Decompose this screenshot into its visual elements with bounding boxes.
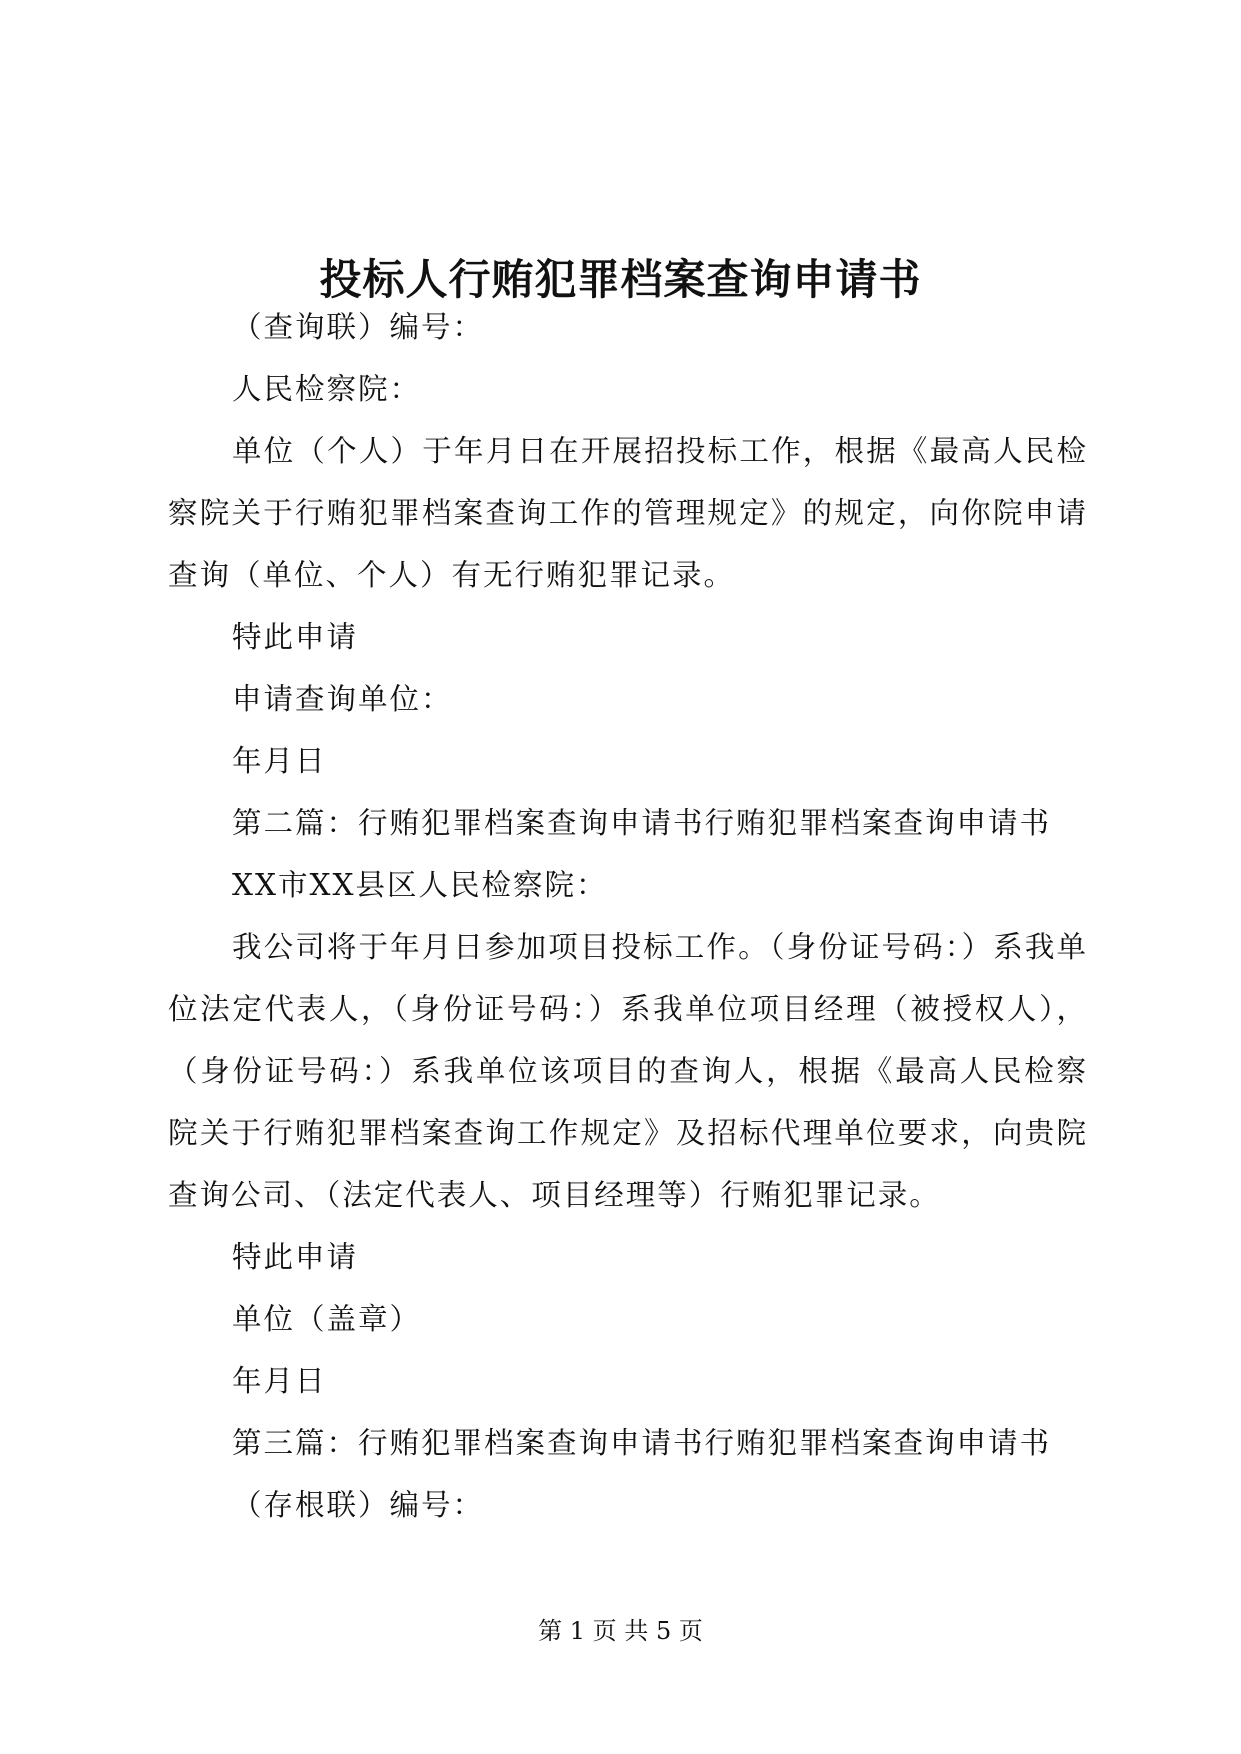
paragraph-applicant-unit: 申请查询单位： xyxy=(232,682,453,716)
page-footer: 第 1 页 共 5 页 xyxy=(538,1617,703,1645)
document-title: 投标人行贿犯罪档案查询申请书 xyxy=(319,255,922,305)
paragraph-addressee: 人民检察院： xyxy=(232,372,422,406)
paragraph-section-two-date: 年月日 xyxy=(232,1364,327,1398)
paragraph-closing: 特此申请 xyxy=(232,620,359,654)
paragraph-query-number: （查询联）编号： xyxy=(232,310,485,344)
paragraph-stub-number: （存根联）编号： xyxy=(232,1488,485,1522)
paragraph-section-two-addressee: XX市XX县区人民检察院： xyxy=(232,868,608,902)
paragraph-date: 年月日 xyxy=(232,744,327,778)
paragraph-section-two-closing: 特此申请 xyxy=(232,1240,359,1274)
paragraph-request-body: 单位（个人）于年月日在开展招投标工作，根据《最高人民检察院关于行贿犯罪档案查询工作的管理规定》的规定，向你院申请查询（单位、个人）有无行贿犯罪记录。 xyxy=(168,434,1088,592)
paragraph-section-two-seal: 单位（盖章） xyxy=(232,1302,422,1336)
paragraph-section-three-heading: 第三篇：行贿犯罪档案查询申请书行贿犯罪档案查询申请书 xyxy=(232,1426,1052,1460)
paragraph-section-two-heading: 第二篇：行贿犯罪档案查询申请书行贿犯罪档案查询申请书 xyxy=(232,806,1052,840)
paragraph-section-two-body: 我公司将于年月日参加项目投标工作。（身份证号码：）系我单位法定代表人，（身份证号码：）系我单位项目经理（被授权人），（身份证号码：）系我单位该项目的查询人，根据《最高人民检察院关于行贿犯罪档案查询工作规定》及招标代理单位要求，向贵院查询公司、（法定代表人、项目经理等）行贿犯罪记录。 xyxy=(168,930,1088,1212)
document-body xyxy=(168,296,1088,1536)
